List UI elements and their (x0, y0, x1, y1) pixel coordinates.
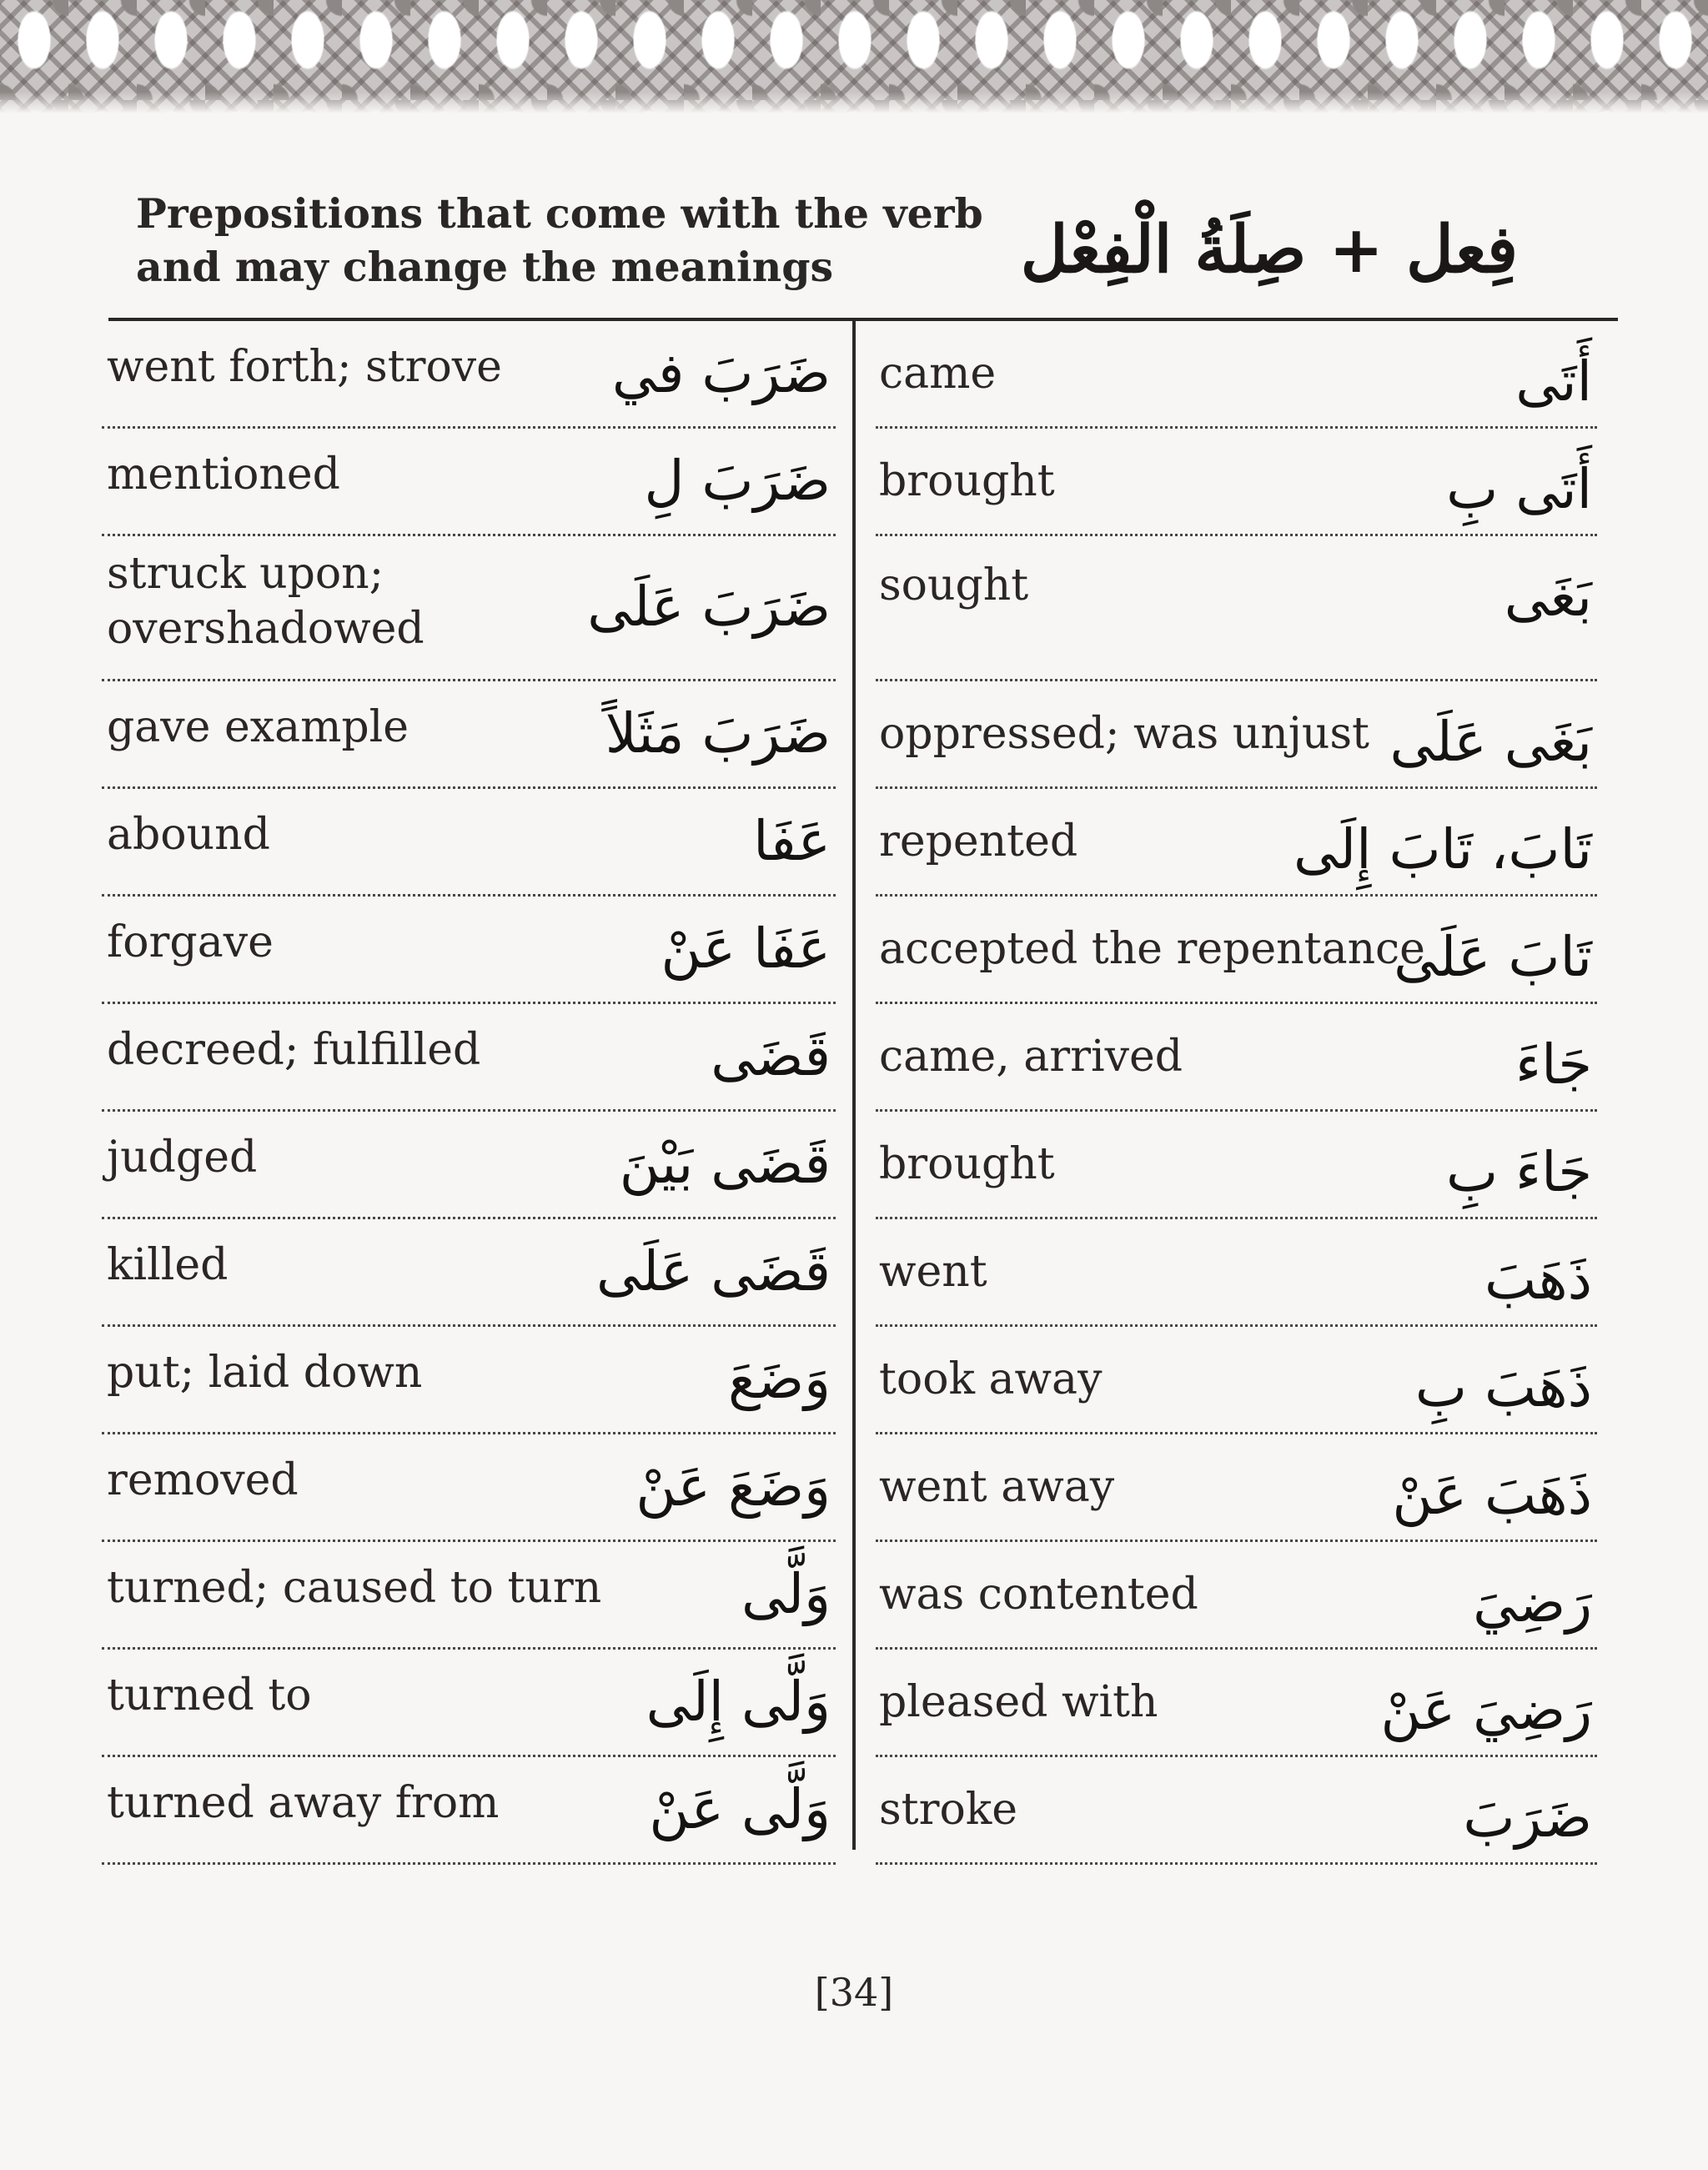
table-row (102, 1004, 836, 1112)
english-meaning: came (879, 349, 997, 399)
arabic-verb: بَغَى (1504, 565, 1592, 629)
english-meaning: decreed; fulfilled (107, 1025, 481, 1075)
table-row (876, 1542, 1597, 1650)
arabic-verb: ذَهَبَ بِ (1414, 1355, 1592, 1419)
english-meaning: oppressed; was unjust (879, 709, 1369, 759)
arabic-verb: أَتَى (1515, 349, 1592, 414)
arabic-verb: ضَرَبَ عَلَى (587, 575, 831, 639)
arabic-verb: بَغَى عَلَى (1389, 710, 1592, 774)
english-meaning: repented (879, 816, 1078, 866)
table-row (876, 429, 1597, 536)
arabic-verb: ضَرَبَ في (611, 341, 831, 405)
english-meaning: was contented (879, 1570, 1198, 1620)
table-row (102, 1542, 836, 1650)
english-meaning: sought (879, 560, 1029, 610)
english-meaning: mentioned (107, 450, 340, 500)
arabic-verb: ذَهَبَ (1484, 1248, 1592, 1312)
table-row (876, 536, 1597, 681)
table-row (102, 1650, 836, 1757)
table-row (102, 681, 836, 789)
arabic-verb: وَضَعَ عَنْ (635, 1454, 831, 1519)
english-meaning: came, arrived (879, 1032, 1183, 1082)
table-row (102, 321, 836, 429)
page-number: [34] (814, 1970, 894, 2015)
table-row (102, 1757, 836, 1865)
arabic-verb: تَابَ، تَابَ إِلَى (1294, 817, 1592, 882)
table-row (876, 1004, 1597, 1112)
english-meaning: removed (107, 1455, 299, 1505)
arabic-verb: جَاءَ (1515, 1032, 1592, 1097)
arabic-verb: وَلَّى (741, 1562, 831, 1626)
arabic-verb: قَضَى (711, 1024, 831, 1088)
table-row (876, 1650, 1597, 1757)
english-meaning: struck upon; overshadowed (107, 549, 424, 654)
table-row (102, 429, 836, 536)
table-row (876, 1219, 1597, 1327)
arabic-verb: ضَرَبَ مَثَلاً (605, 701, 831, 766)
arabic-verb: قَضَى عَلَى (595, 1239, 831, 1304)
table-row (876, 681, 1597, 789)
table-row (102, 536, 836, 681)
arabic-verb: وَلَّى إِلَى (646, 1670, 831, 1734)
column-divider (852, 321, 856, 1850)
english-meaning: turned away from (107, 1778, 500, 1828)
english-meaning: went forth; strove (107, 342, 502, 392)
table-row (876, 1112, 1597, 1219)
arabic-verb: تَابَ عَلَى (1394, 925, 1592, 989)
english-meaning: put; laid down (107, 1348, 423, 1398)
arabic-verb: أَتَى بِ (1446, 457, 1592, 521)
english-meaning: went away (879, 1462, 1115, 1512)
english-meaning: pleased with (879, 1677, 1158, 1727)
table-row (876, 1327, 1597, 1434)
right-column (876, 321, 1597, 1865)
page-title (136, 187, 983, 294)
table-row (876, 789, 1597, 897)
english-meaning: went (879, 1247, 987, 1297)
arabic-verb: وَلَّى عَنْ (649, 1777, 831, 1841)
table-row (876, 1757, 1597, 1865)
table-row (876, 1434, 1597, 1542)
table-row (102, 1112, 836, 1219)
arabic-verb: ضَرَبَ (1463, 1786, 1592, 1850)
english-meaning: gave example (107, 702, 409, 752)
english-meaning: turned; caused to turn (107, 1563, 602, 1613)
arabic-title: فِعل + صِلَةُ الْفِعْل (1020, 212, 1518, 288)
english-meaning: stroke (879, 1785, 1018, 1835)
english-meaning: accepted the repentance (879, 924, 1425, 974)
table-row (876, 321, 1597, 429)
english-meaning: forgave (107, 917, 274, 967)
decorative-banner (0, 0, 1708, 113)
table-row (102, 789, 836, 897)
page-title-line-1: Prepositions that come with the verb (136, 189, 983, 238)
arabic-verb: ضَرَبَ لِ (644, 449, 831, 513)
english-meaning: took away (879, 1354, 1103, 1404)
english-meaning: killed (107, 1240, 229, 1290)
table-row (102, 897, 836, 1004)
table-row (102, 1434, 836, 1542)
english-meaning: abound (107, 810, 270, 860)
english-meaning: brought (879, 1139, 1055, 1189)
english-meaning: brought (879, 456, 1055, 506)
arabic-verb: عَفَا (753, 809, 831, 873)
english-meaning: turned to (107, 1670, 312, 1720)
english-meaning: judged (107, 1133, 258, 1183)
page-title-line-2: and may change the meanings (136, 243, 834, 291)
arabic-verb: رَضِيَ (1473, 1570, 1592, 1635)
table-row (876, 897, 1597, 1004)
arabic-verb: رَضِيَ عَنْ (1380, 1678, 1592, 1742)
left-column (102, 321, 836, 1865)
arabic-verb: وَضَعَ (727, 1347, 831, 1411)
arabic-verb: جَاءَ بِ (1445, 1140, 1592, 1204)
arabic-verb: قَضَى بَيْنَ (619, 1132, 831, 1196)
table-row (102, 1219, 836, 1327)
table-row (102, 1327, 836, 1434)
arabic-verb: ذَهَبَ عَنْ (1392, 1463, 1592, 1527)
arabic-verb: عَفَا عَنْ (661, 917, 831, 981)
